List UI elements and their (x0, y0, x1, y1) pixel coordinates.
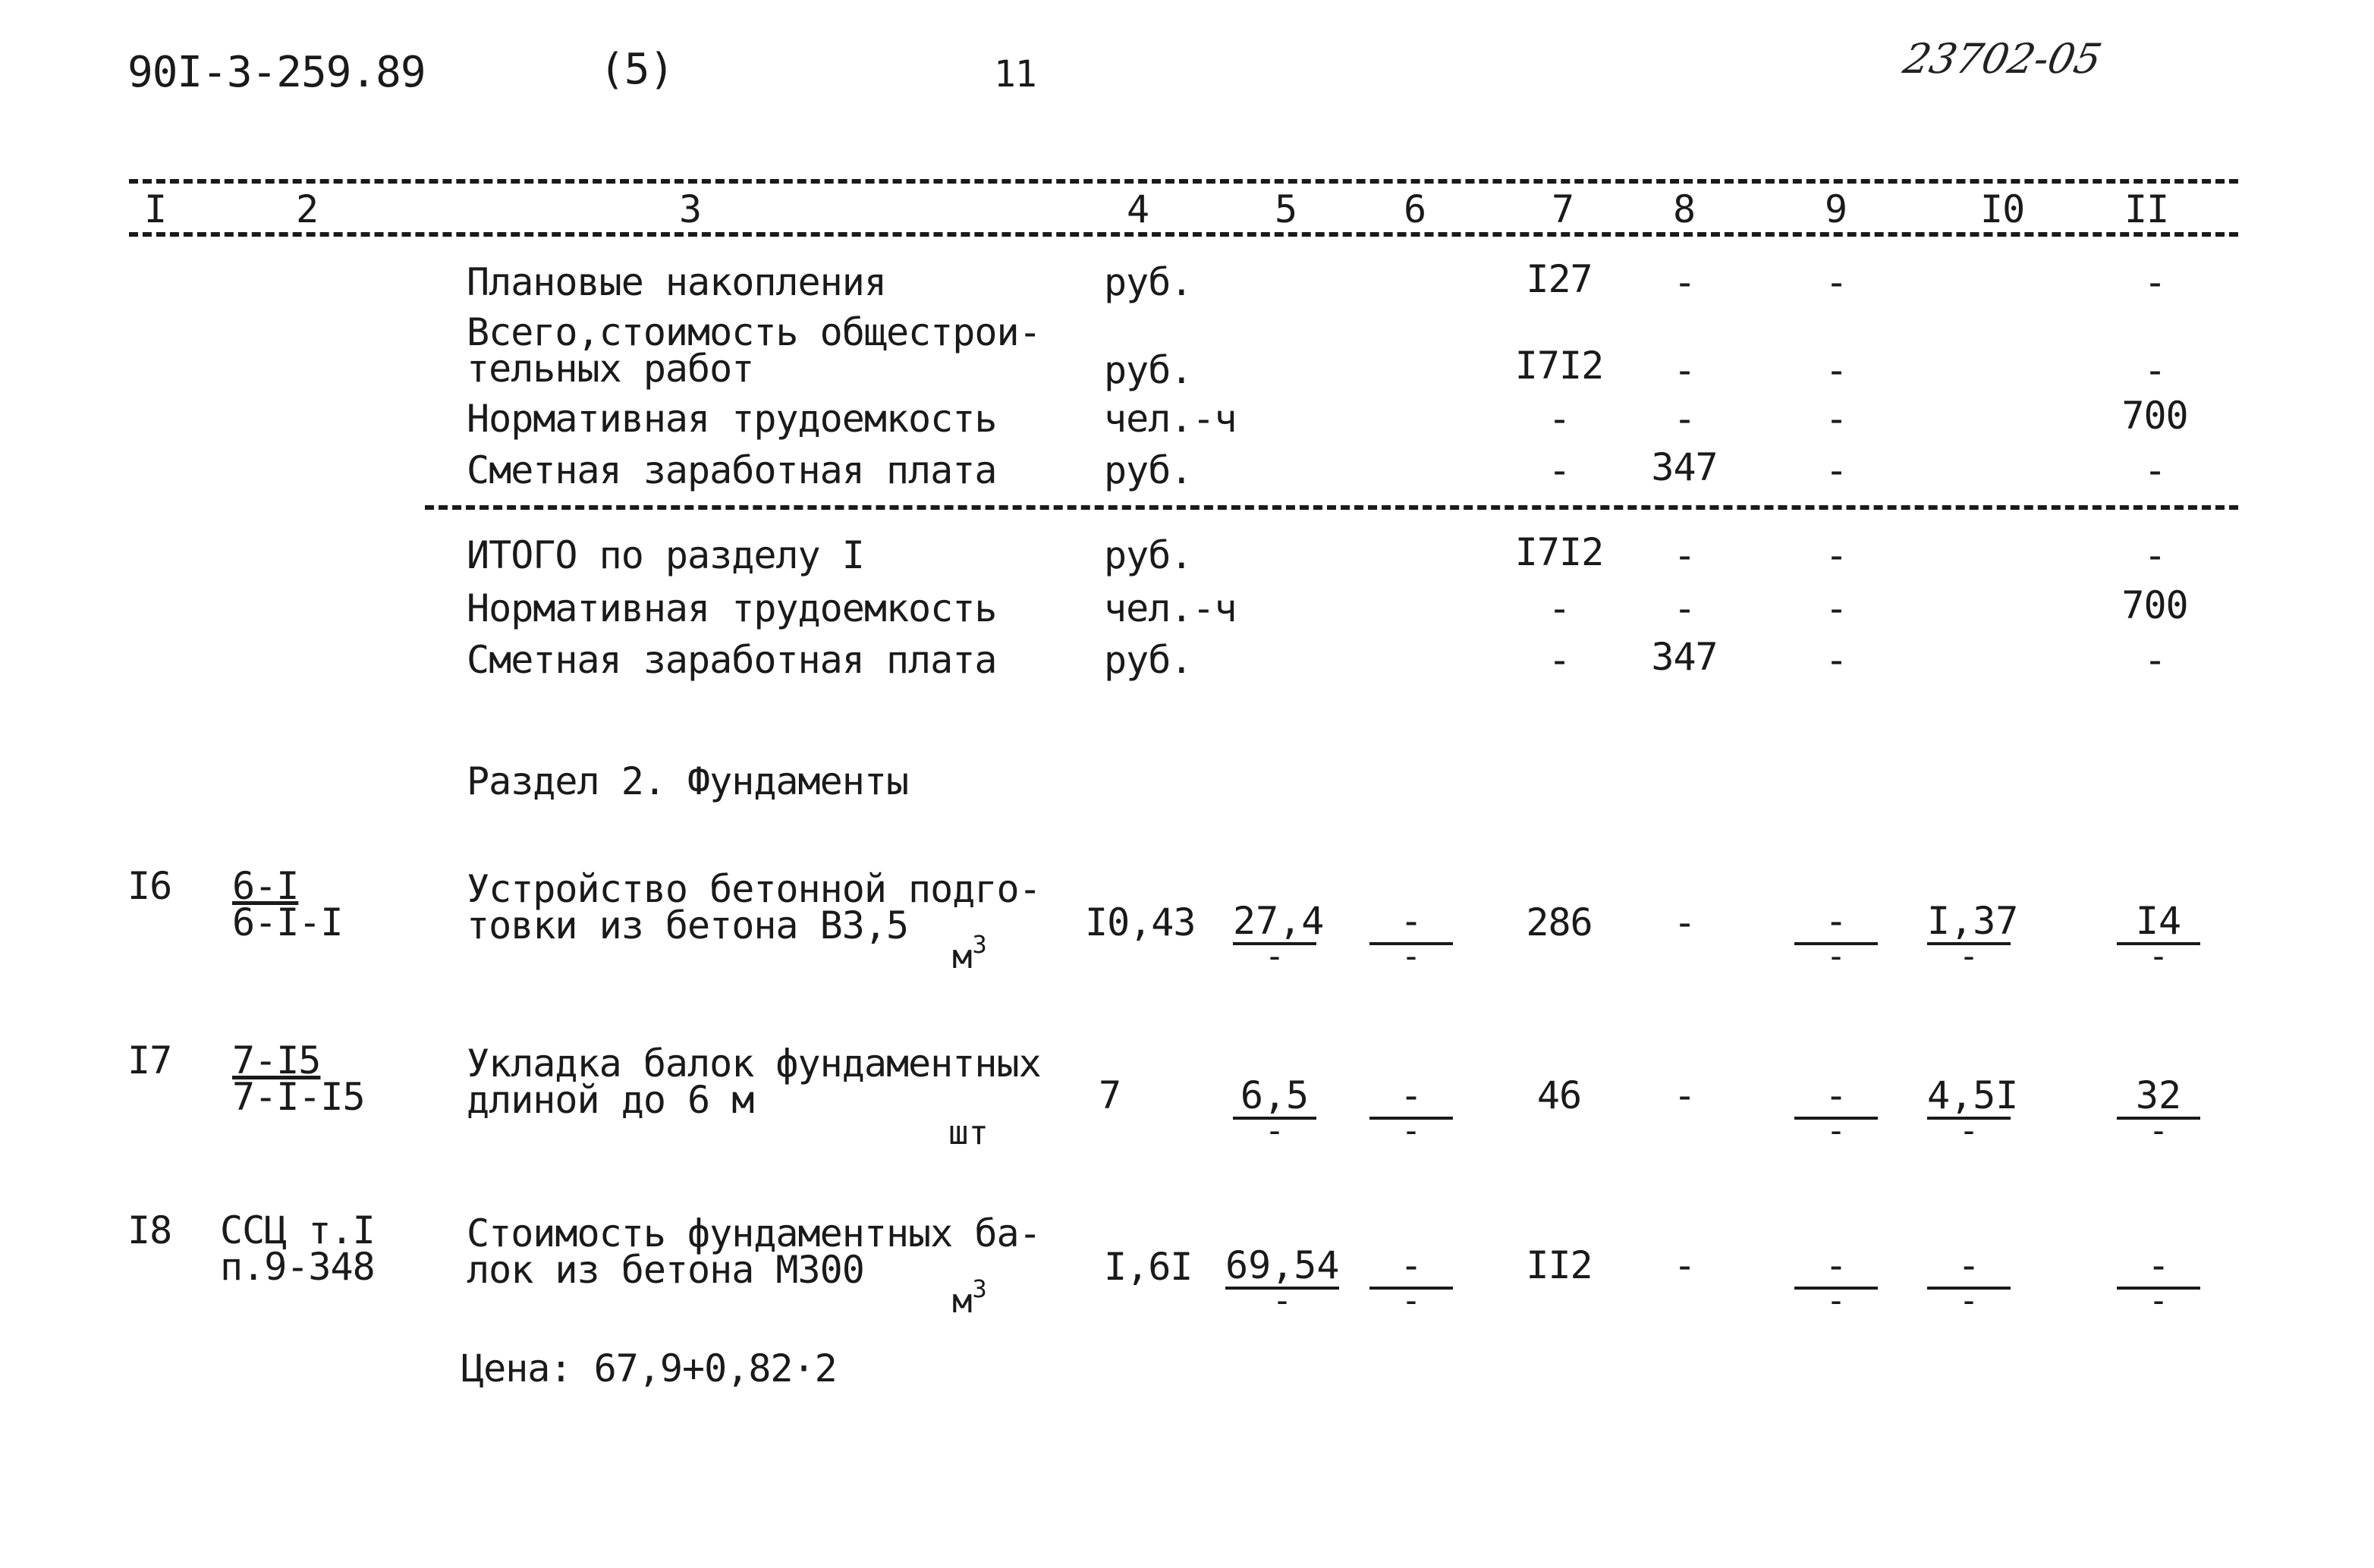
summary-row-c7: - (1548, 397, 1571, 441)
col-header-9: 9 (1825, 187, 1847, 231)
col11-cell: - - (2117, 1246, 2200, 1312)
summary-row-c8: - (1673, 397, 1696, 441)
summary-row-c9: - (1825, 397, 1847, 441)
summary-row-c9: - (1825, 448, 1847, 492)
col11-cell: 32 - (2117, 1076, 2200, 1142)
col6-cell: - - (1369, 1076, 1453, 1142)
summary-row-name: Плановые накопления (467, 260, 886, 304)
unit-cost-cell: 6,5 - (1233, 1076, 1316, 1142)
unit-cost-cell: 69,54 - (1225, 1243, 1340, 1320)
rate-code-detail: п.9-348 (220, 1245, 375, 1289)
summary-row-unit: руб. (1104, 348, 1193, 392)
item-description-line2: товки из бетона В3,5 (467, 903, 909, 947)
unit-cost-cell: 27,4 - (1233, 899, 1325, 976)
rate-code: 7-I5 (232, 1039, 321, 1083)
summary-row-unit: руб. (1104, 638, 1193, 682)
summary-row-c7: - (1548, 638, 1571, 682)
summary-row-unit: чел.-ч (1104, 397, 1237, 441)
page-number: 11 (994, 53, 1036, 96)
col-header-6: 6 (1404, 187, 1426, 231)
item-description-line1: Укладка балок фундаментных (467, 1042, 1041, 1086)
section-total-name: ИТОГО по разделу I (467, 533, 864, 577)
summary-row-c7: I7I2 (1514, 530, 1604, 574)
item-quantity: 7 (1099, 1073, 1121, 1117)
col-header-2: 2 (296, 187, 319, 231)
item-quantity: I0,43 (1085, 900, 1196, 944)
summary-row-c7: - (1548, 586, 1571, 630)
summary-row-c8: - (1673, 533, 1696, 577)
summary-row-unit: руб. (1104, 448, 1193, 492)
total-cost-cell: II2 (1526, 1243, 1593, 1287)
section-title: Раздел 2. Фундаменты (467, 759, 909, 803)
summary-row-c7: I27 (1526, 257, 1593, 301)
col-header-11: II (2124, 187, 2169, 231)
col6-cell: - - (1369, 901, 1453, 968)
total-cost-cell: 46 (1536, 1073, 1582, 1117)
col6-cell: - - (1369, 1246, 1453, 1312)
summary-row-c9: - (1825, 638, 1847, 682)
summary-row-name: Нормативная трудоемкость (467, 397, 997, 441)
col8-cell: - (1673, 1243, 1696, 1287)
col-header-10: I0 (1980, 187, 2025, 231)
col-header-1: I (144, 187, 167, 231)
col10-cell: - - (1927, 1246, 2011, 1312)
subtotal-rule (425, 505, 2238, 510)
summary-row-c11: - (2143, 448, 2166, 492)
summary-row-name: Сметная заработная плата (467, 448, 997, 492)
col-header-5: 5 (1275, 187, 1297, 231)
item-description-line1: Устройство бетонной подго- (467, 867, 1041, 911)
item-quantity: I,6I (1104, 1245, 1193, 1289)
summary-row-c9: - (1825, 586, 1847, 630)
col11-cell: I4 - (2117, 901, 2200, 968)
summary-row-c11: - (2143, 348, 2166, 392)
row-number: I6 (127, 864, 172, 908)
col-header-8: 8 (1673, 187, 1696, 231)
col8-cell: - (1673, 900, 1696, 944)
summary-row-c11: - (2143, 638, 2166, 682)
summary-row-name: Нормативная трудоемкость (467, 586, 997, 630)
item-unit: $м^3$ (952, 1274, 987, 1321)
rate-code-detail: 7-I-I5 (232, 1075, 365, 1119)
header-bottom-rule (129, 232, 2238, 237)
rate-code-detail: 6-I-I (232, 900, 343, 944)
col9-cell: - - (1794, 901, 1878, 968)
col-header-7: 7 (1552, 187, 1574, 231)
summary-row-c8: - (1673, 260, 1696, 304)
total-cost-cell: 286 (1526, 900, 1593, 944)
col10-cell: I,37 - (1927, 899, 2019, 976)
sheet-mark: (5) (599, 45, 674, 94)
summary-row-name-line1: Всего,стоимость общестрои- (467, 310, 1041, 354)
summary-row-c9: - (1825, 260, 1847, 304)
col-header-3: 3 (679, 187, 702, 231)
summary-row-c8: 347 (1651, 445, 1718, 489)
item-description-line2: лок из бетона М300 (467, 1248, 864, 1292)
rate-code: 6-I (232, 864, 299, 908)
summary-row-c8: - (1673, 586, 1696, 630)
summary-row-c7: I7I2 (1514, 344, 1604, 388)
col9-cell: - - (1794, 1246, 1878, 1312)
col9-cell: - - (1794, 1076, 1878, 1142)
item-description-line2: длиной до 6 м (467, 1078, 754, 1122)
archive-number: 23702-05 (1899, 35, 2106, 83)
row-number: I7 (127, 1039, 172, 1083)
row-number: I8 (127, 1208, 172, 1252)
summary-row-c9: - (1825, 348, 1847, 392)
rate-code: ССЦ т.I (220, 1208, 375, 1252)
summary-row-c9: - (1825, 533, 1847, 577)
summary-row-c8: - (1673, 348, 1696, 392)
col-header-4: 4 (1127, 187, 1149, 231)
summary-row-unit: руб. (1104, 260, 1193, 304)
document-code: 90I-3-259.89 (127, 48, 426, 97)
summary-row-c7: - (1548, 448, 1571, 492)
summary-row-unit: руб. (1104, 533, 1193, 577)
item-unit: шт (948, 1114, 989, 1152)
price-note: Цена: 67,9+0,82·2 (461, 1346, 837, 1390)
item-description-line1: Стоимость фундаментных ба- (467, 1211, 1041, 1255)
summary-row-c11: - (2143, 533, 2166, 577)
summary-row-c11: - (2143, 260, 2166, 304)
item-unit: $м^3$ (952, 930, 987, 976)
col8-cell: - (1673, 1073, 1696, 1117)
summary-row-c11: 700 (2121, 583, 2188, 627)
summary-row-unit: чел.-ч (1104, 586, 1237, 630)
col10-cell: 4,5I - (1927, 1073, 2019, 1150)
summary-row-name-line2: тельных работ (467, 347, 754, 391)
summary-row-c8: 347 (1651, 635, 1718, 679)
summary-row-c11: 700 (2121, 394, 2188, 438)
header-top-rule (129, 179, 2238, 184)
summary-row-name: Сметная заработная плата (467, 638, 997, 682)
